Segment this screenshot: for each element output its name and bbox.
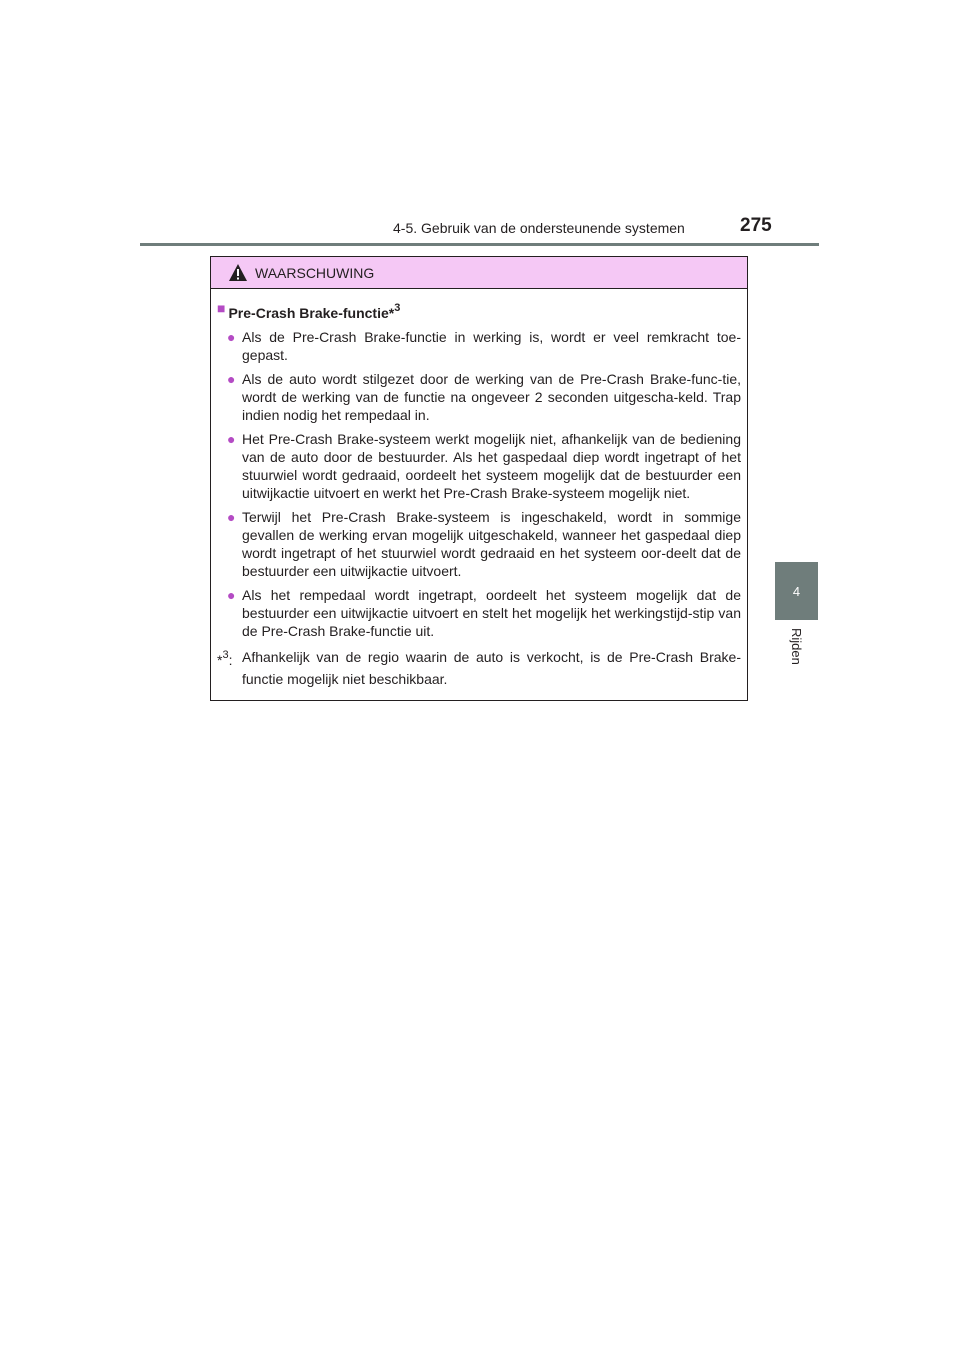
- footnote-colon: :: [228, 652, 233, 668]
- footnote: [217, 646, 741, 690]
- footnote-text: Afhankelijk van de regio waarin de auto is verkocht, is de Pre-Crash Brake-functie mogelijk niet beschikbaar.: [242, 649, 741, 687]
- list-item: [227, 430, 741, 502]
- list-item-text: Als het rempedaal wordt ingetrapt, oordeelt het systeem mogelijk dat de bestuurder een uitwijkactie uitvoert en stelt het mogelijk het werkingstijd-stip van de Pre-Crash Brake-functie uit.: [242, 587, 741, 639]
- footnote-reference: 3: [394, 302, 401, 314]
- warning-triangle-icon: [228, 263, 248, 282]
- circle-bullet-icon: ●: [227, 509, 236, 525]
- list-item-text: Als de Pre-Crash Brake-functie in werking is, wordt er veel remkracht toe-gepast.: [242, 329, 741, 363]
- section-heading: [217, 299, 741, 322]
- list-item: [227, 586, 741, 640]
- circle-bullet-icon: ●: [227, 587, 236, 603]
- chapter-label-container: [775, 628, 818, 678]
- footnote-marker: [217, 646, 242, 690]
- page-number: 275: [740, 215, 772, 236]
- list-item-text: Als de auto wordt stilgezet door de werking van de Pre-Crash Brake-func-tie, wordt de werking van de functie na ongeveer 2 seconden uitgescha-keld. Trap indien nodig het rempedaal in.: [242, 371, 741, 423]
- footnote-number: 3: [222, 649, 229, 661]
- header-divider: [140, 243, 819, 246]
- section-heading-text: Pre-Crash Brake-functie: [228, 305, 389, 321]
- circle-bullet-icon: ●: [227, 329, 236, 345]
- chapter-tab: [775, 562, 818, 620]
- warning-box: [210, 256, 748, 701]
- chapter-number: 4: [792, 583, 801, 599]
- list-item: [227, 508, 741, 580]
- warning-title: WAARSCHUWING: [255, 265, 375, 281]
- circle-bullet-icon: ●: [227, 371, 236, 387]
- list-item-text: Het Pre-Crash Brake-systeem werkt mogelijk niet, afhankelijk van de bediening van de auto door de bestuurder. Als het gaspedaal diep wordt ingetrapt of het stuurwiel wordt gedraaid, oordeelt het systeem mogelijk dat de bestuurder een uitwijkactie uitvoert en werkt het Pre-Crash Brake-systeem mogelijk niet.: [242, 431, 741, 501]
- list-item-text: Terwijl het Pre-Crash Brake-systeem is ingeschakeld, wordt in sommige gevallen de werking ervan mogelijk uitgeschakeld, wanneer het gaspedaal diep wordt ingetrapt of het stuurwiel wordt gedraaid en het systeem oor-deelt dat de bestuurder een uitwijkactie uitvoert.: [242, 509, 741, 579]
- circle-bullet-icon: ●: [227, 431, 236, 447]
- warning-header: [211, 257, 747, 289]
- chapter-label: Rijden: [789, 628, 804, 665]
- running-header: 4-5. Gebruik van de ondersteunende systemen: [393, 220, 685, 236]
- square-bullet-icon: ■: [217, 300, 226, 316]
- footnote-star: *: [217, 652, 223, 668]
- warning-body: [211, 289, 747, 690]
- list-item: [227, 370, 741, 424]
- list-item: [227, 328, 741, 364]
- footnote-star: *: [388, 305, 395, 321]
